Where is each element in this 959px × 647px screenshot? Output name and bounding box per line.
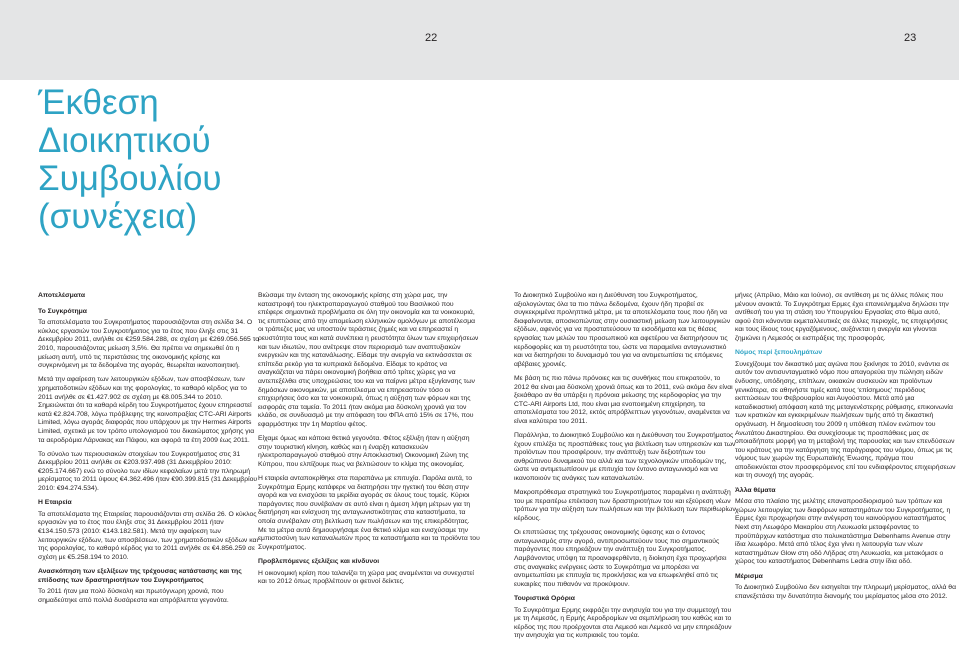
- paragraph: Το Συγκρότημα Ερμης εκφράζει την ανησυχία του για την συμμετοχή του με τη Λεμεσός, η Ερμής Αεροδρομίων να σεμπλήρωση του καθώς και το κέρδος της που προέρχονται στα Λεμεσό και Λεμεσό να μην επηρεάζουν την ανησυχία για τις κυπριακές του τομέα.: [514, 606, 732, 640]
- paragraph: Είχαμε όμως και κάποια θετικά γεγονότα. Φέτος εξέλιξη ήταν η αύξηση στην τουριστική κίνηση, καθώς και η έναρξη κατασκευών ηλεκτροπαραγωγού σταθμού στην Αποκλειστική Οικονομική Ζώνη της Κύπρου, που ελπίζουμε πως να βελτιώσουν το κλίμα της οικονομίας.: [258, 435, 470, 468]
- paragraph: Τα αποτελέσματα της Εταιρείας παρουσιάζονται στη σελίδα 26. Ο κύκλος εργασιών για το έτος που έληξε στις 31 Δεκεμβρίου 2011 ήταν €134.150.573 (2010: €143.182.581). Μετά την αφαίρεση των λειτουργικών εξόδων, των αποσβέσεων, των χρηματοδοτικών εξόδων και της φορολογίας, το καθαρό κέρδος για το 2011 ανήλθε σε €4.856.259 σε σχέση με €5.258.194 το 2010.: [38, 510, 258, 561]
- heading-tourist: Τουριστικά Ορόρια: [514, 594, 575, 602]
- heading-results: Αποτελέσματα: [38, 292, 86, 299]
- paragraph: Η εταιρεία ανταποκρίθηκε στα παραπάνω με επιτυχία. Παρόλα αυτά, το Συγκρότημα Ερμης κατάφερε να διατηρήσει την ηγετική του θέση στην αγορά και να ενισχύσει τα μερίδια αγοράς σε όλους τους τομείς. Κύριοι παράγοντες που συνέβαλαν σε αυτό είναι η άμεση λήψη μέτρων για τη διατήρηση και ενίσχυση της ανταγωνιστικότητας στα καταστήματα, τα οποία συνέβαλαν στη βελτίωση των πωλήσεων και της επικερδότητας. Με τα μέτρα αυτά δημιουργήσαμε ένα θετικό κλίμα και ενισχύσαμε την εμπιστοσύνη των καταναλωτών προς τα καταστήματα και τα προϊόντα του Συγκροτήματος.: [258, 475, 480, 551]
- column-4: [735, 292, 957, 607]
- column-2: [258, 292, 480, 592]
- paragraph: Μακροπρόθεσμα στρατηγικά του Συγκροτήματος παραμένει η ανάπτυξη του με περαιτέρω επέκταση των δραστηριοτήτων του και εξεύρεση νέων τρόπων για την αύξηση των πωλήσεων και την βελτίωση των περιθωρίων κέρδους.: [514, 489, 736, 523]
- paragraph: Το σύνολο των περιουσιακών στοιχείων του Συγκροτήματος στις 31 Δεκεμβρίου 2011 ανήλθε σε €203.937.498 (31 Δεκεμβρίου 2010: €205.174.667) ενώ το σύνολο των ιδίων κεφαλαίων μετά την πληρωμή μερίσματος το 2011 ύψους €4.362.496 ήταν €90.399.815 (31 Δεκεμβρίου 2010: €94.274.534).: [38, 450, 258, 493]
- heading-review: Ανασκόπηση των εξελίξεων της τρέχουσας κατάστασης και της επίδοσης των δραστηριοτήτων του Συγκροτήματος: [38, 568, 242, 584]
- paragraph: Τα αποτελέσματα του Συγκροτήματος παρουσιάζονται στη σελίδα 34. Ο κύκλος εργασιών του Συγκροτήματος για το έτος που έληξε στις 31 Δεκεμβρίου 2011, ανήλθε σε €259.584.288, σε σχέση με €269.056.565 το 2010, παρουσιάζοντας μείωση 3,5%. Θα πρέπει να σημειωθεί ότι η μείωση αυτή, υπό τις περιστάσεις της οικονομικής κρίσης και συγκρινόμενη με τα δεδομένα της αγοράς, θεωρείται ικανοποιητική.: [38, 319, 260, 370]
- paragraph: Μέσα στο πλαίσιο της μελέτης επαναπροσδιορισμού των τρόπων και χώρων λειτουργίας των διαφόρων καταστημάτων του Συγκροτήματος, η Ερμες έχει προχωρήσει στην ανέγερση του καινούργιου καταστήματος Next στη Λεωφόρο Μακαρίου στη Λευκωσία μεταφέροντας το προϋπάρχων κατάστημα στο πολυκατάστημα Debenhams Avenue στην ίδια λεωφόρο. Μετά από τέλος έχει γίνει η λειτουργία των νέων καταστημάτων Glow στη οδό Λήδρας στη Λευκωσία, και μετακόμισε ο χώρος του καταστήματος Debenhams Ledra στην ίδια οδό.: [735, 498, 951, 566]
- header-band: [0, 0, 959, 80]
- paragraph: Συνεχίζουμε τον δικαστικό μας αγώνα που ξεκίνησε το 2010, ενάντια σε αυτόν τον αντισυνταγματικό νόμο που απαγορεύει την πώληση ειδών ένδυσης, υπόδησης, επίπλων, οικιακών συσκευών και προϊόντων γενικότερα, σε αθηνήστε τιμές κατά τους ‘επίσημους’ περιόδους εκπτώσεων του Φεβρουαρίου και Αυγούστου. Μετά από μια καταδικαστική απόφαση κατά της μεταγενέστερης ρύθμισης, επικοινωνία των κρατικών και εγκεκριμένων πωλήσεων τιμής από τη δικαστική οργάνωση. Η δημοσίευση του 2009 η υπόθεση πλέον ενώπιον του Ανωτάτου Δικαστηρίου. Θα συνεχίσουμε τις προσπάθειες μας σε οποιαδήποτε μορφή για τη μεταβολή της παρουσίας και των επενδύσεων του κράτους για την κατάργηση της παράγραφος του νόμου, όπως με τις νόμους των χωρών της Ευρωπαϊκής Ένωσης, πράγμα που αποδεικνύεται στον προσφερόμενος επί του ενδιαφέροντος επιχειρήσεων και τη συνοχή της αγοράς.: [735, 360, 956, 480]
- paragraph: Το Διοικητικό Συμβούλιο δεν εισηγείται την πληρωμή μερίσματος, αλλά θα επανεξετάσει την δυνατότητα διανομής του μερίσματος μέσα στο 2012.: [735, 584, 956, 600]
- title-line: Διοικητικού: [38, 121, 211, 160]
- paragraph: Το Διοικητικό Συμβούλιο και η Διεύθυνση του Συγκροτήματος, αξιολογώντας όλα τα πιο πάνω δεδομένα, έχουν ήδη προβεί σε συγκεκριμένα προληπτικά μέτρα, με τα αποτελέσματα τους που ήδη να διαφαίνονται, αποσκοπώντας στην ουσιαστική μείωση των λειτουργικών εξόδων, αφενός για να προστατεύσουν τα εισοδήματα και τις θέσεις εργασίας των μελών του προσωπικού και αφετέρου να διατηρήσουν τις κερδοφορίες και τη ρευστότητα του, ώστε να παραμείνει ανταγωνιστικό και να διατηρήσει το δυναμισμό του για να αντιμετωπίσει τις επόμενες αβέβαιες χρονιές.: [514, 292, 731, 368]
- paragraph: Βιώσαμε την ένταση της οικονομικής κρίσης στη χώρα μας, την καταστροφή του ηλεκτροπαραγωγού σταθμού του Βασιλικού που επέφερε σημαντικά προβλήματα σε όλη την οικονομία και τα νοικοκυριά, τις επιπτώσεις από την απομείωση ελληνικών ομολόγων με αποτέλεσμα οι τράπεζες μας να υποστούν τεράστιες ζημιές και να επηρεαστεί η ρευστότητα τους και κατά συνέπεια η ρευστότητα όλων των επιχειρήσεων και των ιδιωτών, που ανέτρεψε στον περιορισμό των αναπτυξιακών ενεργειών και της κατανάλωσης. Είδαμε την ανεργία να εκτινάσσεται σε επίπεδα ρεκόρ για τα κυπριακά δεδομένα. Είδαμε το κράτος να αναγκάζεται να πάρει οικονομική βοήθεια από τρίτες χώρες για να αντεπεξέλθει στις υποχρεώσεις του και να παίρνει μέτρα εξυγίανσης των δημόσιων οικονομικών, με αποτέλεσμα να επηρεαστούν τόσο οι επιχειρήσεις όσο και τα νοικοκυριά, όπως η αύξηση των φόρων και της εισφοράς στα ταμεία. Το 2011 ήταν ακόμα μια δύσκολη χρονιά για τον κλάδο, σε συνδυασμό με την απόφαση του ΦΠΑ από 15% σε 17%, που εφαρμόστηκε την 1η Μαρτίου φέτος.: [258, 292, 479, 428]
- heading-legal: Νόμος περί ξεπουλημάτων: [735, 349, 823, 357]
- title-line: (συνέχεια): [38, 197, 198, 236]
- section-title: [38, 84, 222, 236]
- heading-group: Το Συγκρότημα: [38, 307, 87, 315]
- title-line: Έκθεση: [38, 83, 159, 122]
- paragraph: Η οικονομική κρίση που ταλανίζει τη χώρα μας αναμένεται να συνεχιστεί και το 2012 όπως προβλέπουν οι φετινοί δείκτες.: [258, 569, 474, 586]
- paragraph: Παράλληλα, το Διοικητικό Συμβούλιο και η Διεύθυνση του Συγκροτήματος έχουν επιλέξει τις προσπάθειες τους για βελτίωση των υπηρεσιών και των προϊόντων που προσφέρουν, την ανάπτυξη των δεξιοτήτων του ανθρώπινου δυναμικού του αλλά και των τεχνολογικών υποδομών της, ώστε να αντιμετωπίσουν με επιτυχία τον έντονο ανταγωνισμό και να ικανοποιούν τις ανάγκες των καταναλωτών.: [514, 432, 736, 483]
- paragraph: Οι επιπτώσεις της τρέχουσας οικονομικής ύφεσης και ο έντονος ανταγωνισμός στην αγορά, αντιπροσωπεύουν τους πιο σημαντικούς παράγοντες που επηρεάζουν την ανάπτυξη του Συγκροτήματος. Λαμβάνοντας υπόψη τα προαναφερθέντα, η διοίκηση έχει προχωρήσει στις αναγκαίες ενέργειες ώστε το Συγκρότημα να μπορέσει να αντιμετωπίσει με επιτυχία τις προκλήσεις και να επωφεληθεί από τις ευκαιρίες που πιθανόν να προκύψουν.: [514, 529, 727, 588]
- page-number-left: 22: [425, 32, 438, 44]
- heading-company: Η Εταιρεία: [38, 499, 72, 507]
- paragraph: Με βάση τις πιο πάνω πρόνοιες και τις συνθήκες που επικρατούν, το 2012 θα είναι μια δύσκολη χρονιά όπως και το 2011, ενώ ακόμα δεν είναι ξεκάθαρο αν θα υπάρξει η πρόνοια μείωσης της κερδοφορίας για την CTC-ARI Airports Ltd, που είναι μια ενοποιημένη επιχείρηση, τα αποτελέσματα του 2012, εκτός απρόβλεπτων γεγονότων, αναμένεται να είναι καλύτερα του 2011.: [514, 374, 733, 425]
- heading-risks: Προβλεπόμενες εξελίξεις και κίνδυνοι: [258, 558, 380, 565]
- paragraph: Μετά την αφαίρεση των λειτουργικών εξόδων, των αποσβέσεων, των χρηματοδοτικών εξόδων και της φορολογίας, το καθαρό κέρδος για το 2011 ανήλθε σε €1.427.902 σε σχέση με €8.005.344 το 2010. Σημειώνεται ότι τα καθαρά κέρδη του Συγκροτήματος έχουν επηρεαστεί κατά €2.824.708, λόγω πρόβλεψης της κοινοπραξίας CTC-ARI Airports Limited, λόγω αγοράς διαφοράς που υπάρχουν με την Hermes Airports Limited, σχετικά με τον τρόπο υπολογισμού του δικαιώματος χρήσης για τα αεροδρόμια Λάρνακας και Πάφου, και αφορά τα έτη 2009 έως 2011.: [38, 376, 255, 444]
- page-number-right: 23: [904, 32, 917, 44]
- heading-other: Άλλα θέματα: [735, 486, 776, 494]
- column-3: [514, 292, 736, 647]
- column-1: [38, 292, 260, 611]
- title-line: Συμβουλίου: [38, 159, 222, 198]
- paragraph: Το 2011 ήταν μια πολύ δύσκολη και πρωτόγνωρη χρονιά, που σημαδεύτηκε από πολλά δυσάρεστα και απρόβλεπτα γεγονότα.: [38, 588, 229, 604]
- paragraph: μήνες (Απρίλιο, Μάιο και Ιούνιο), σε αντίθεση με τις άλλες πόλεις που μένουν ανοικτά. Το Συγκρότημα Ερμες έχει επανειλημμένα δηλώσει την αντίθεσή του για τη στάση του Υπουργείου Εργασίας στο θέμα αυτό, αφού έτσι κάνονται εκμεταλλευτικές σε άλλες περιοχές, τις επιχειρήσεις και τους ίδιους τους εργαζόμενους, αυξάνεται η ανεργία και γίνονται ζημιώνει η Λεμεσός οι εισπράξεις της προσφοράς.: [735, 292, 949, 342]
- heading-dividend: Μέρισμα: [735, 572, 763, 580]
